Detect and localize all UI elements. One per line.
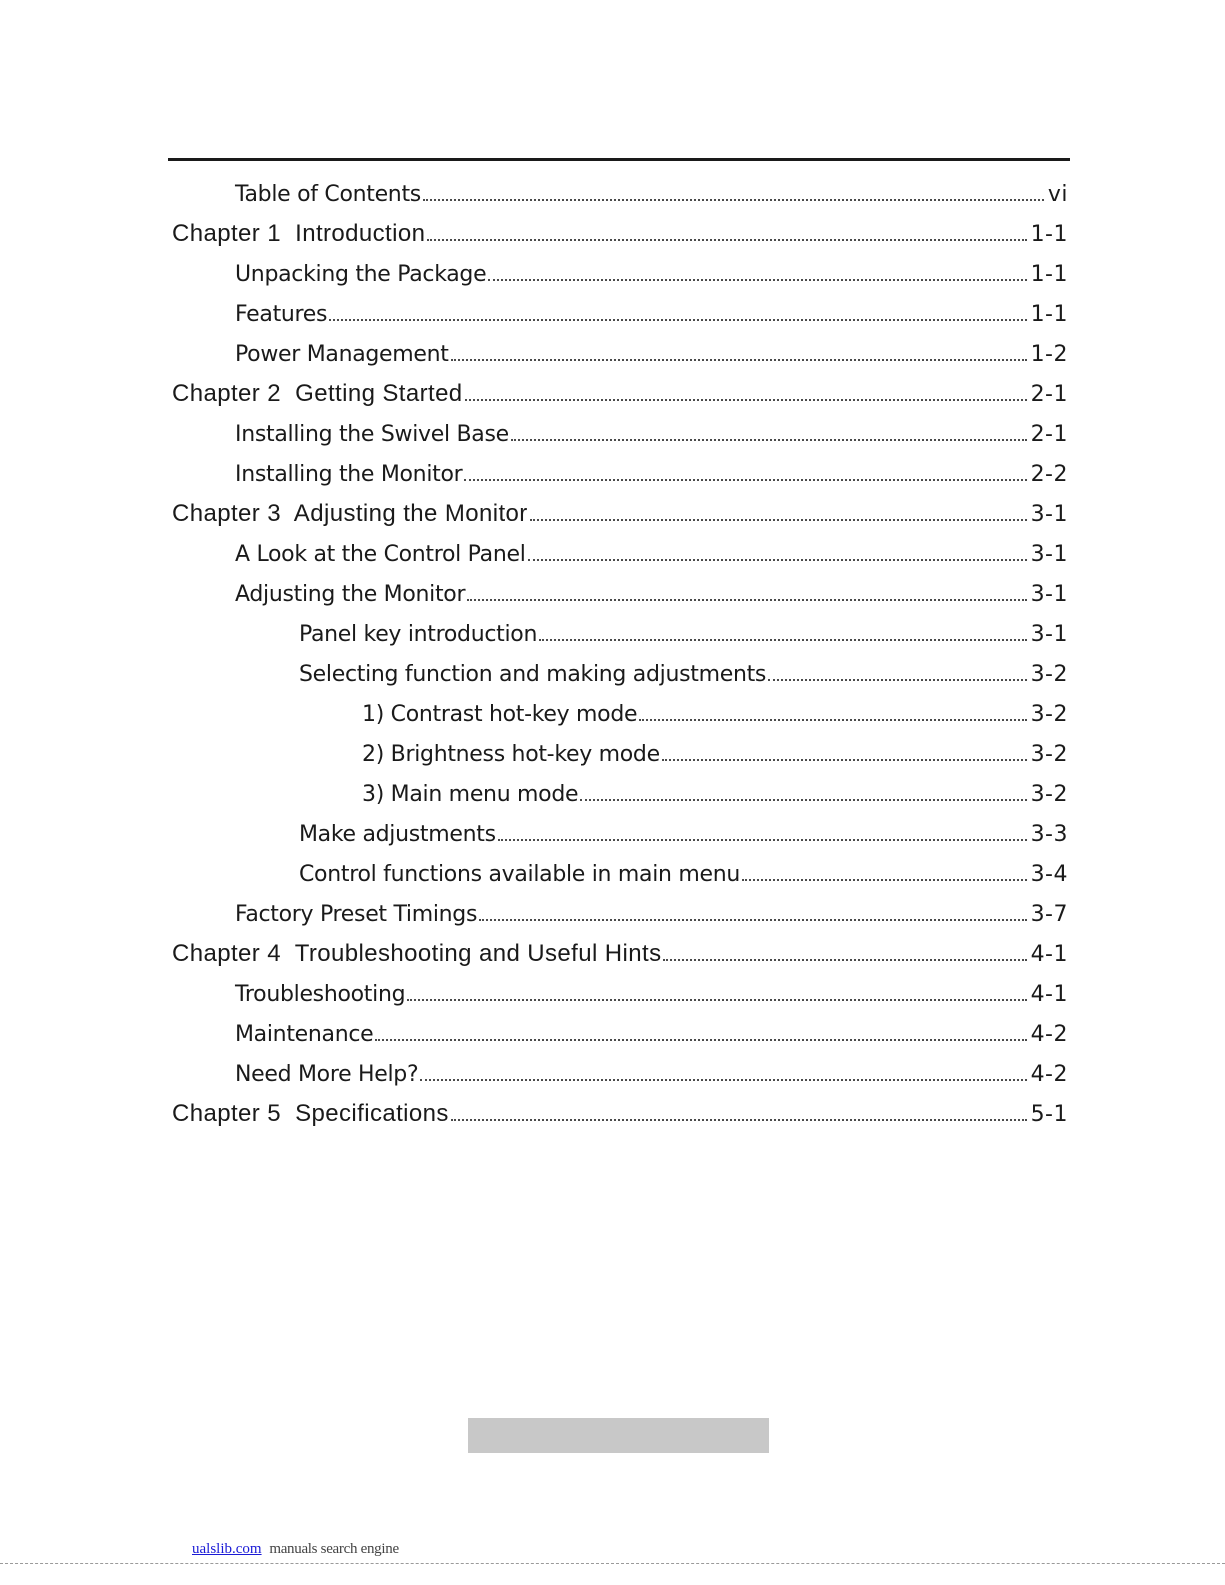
- toc-entry-title: A Look at the Control Panel: [235, 542, 526, 567]
- toc-entry-page-number: 1-1: [1030, 262, 1068, 287]
- toc-entry-title: Maintenance: [235, 1022, 374, 1047]
- footer-dashed-rule: [0, 1563, 1225, 1564]
- toc-entry-title: Installing the Swivel Base: [235, 422, 509, 447]
- toc-dot-leader: [528, 559, 1027, 561]
- page-number-placeholder: [468, 1418, 769, 1453]
- toc-chapter-entry[interactable]: [172, 926, 1068, 966]
- toc-entry[interactable]: [235, 166, 1068, 206]
- toc-entry-page-number: 3-7: [1030, 902, 1068, 927]
- toc-chapter-entry[interactable]: [172, 1086, 1068, 1126]
- toc-entry-page-number: 4-1: [1030, 982, 1068, 1007]
- toc-chapter-entry[interactable]: [172, 366, 1068, 406]
- toc-chapter-entry[interactable]: [172, 206, 1068, 246]
- toc-dot-leader: [465, 399, 1027, 401]
- toc-entry-title: Troubleshooting: [235, 982, 406, 1007]
- toc-entry-title: 3) Main menu mode: [362, 782, 579, 807]
- toc-entry[interactable]: [235, 966, 1068, 1006]
- toc-dot-leader: [420, 1079, 1026, 1081]
- toc-dot-leader: [423, 199, 1044, 201]
- toc-entry[interactable]: [362, 686, 1068, 726]
- toc-entry[interactable]: [362, 766, 1068, 806]
- toc-dot-leader: [375, 1039, 1026, 1041]
- toc-entry-page-number: 3-2: [1030, 782, 1068, 807]
- toc-dot-leader: [742, 879, 1027, 881]
- toc-dot-leader: [427, 239, 1026, 241]
- toc-dot-leader: [511, 439, 1027, 441]
- toc-dot-leader: [662, 759, 1027, 761]
- footer: [128, 1541, 399, 1558]
- toc-entry-page-number: 3-1: [1030, 582, 1068, 607]
- toc-entry-page-number: 4-1: [1030, 942, 1068, 967]
- toc-entry[interactable]: [235, 246, 1068, 286]
- toc-dot-leader: [464, 479, 1026, 481]
- toc-entry[interactable]: [235, 406, 1068, 446]
- toc-entry-title: Unpacking the Package: [235, 262, 487, 287]
- toc-entry-title: Chapter 1 Introduction: [172, 220, 426, 247]
- toc-entry-page-number: 3-2: [1030, 702, 1068, 727]
- toc-entry-page-number: 3-1: [1030, 542, 1068, 567]
- toc-entry-title: Chapter 3 Adjusting the Monitor: [172, 500, 528, 527]
- toc-dot-leader: [539, 639, 1026, 641]
- toc-entry-title: Factory Preset Timings: [235, 902, 478, 927]
- toc-entry-title: Need More Help?: [235, 1062, 419, 1087]
- toc-entry-page-number: vi: [1047, 182, 1068, 207]
- toc-dot-leader: [530, 519, 1027, 521]
- toc-entry-page-number: 3-4: [1030, 862, 1068, 887]
- toc-entry-title: Selecting function and making adjustments: [299, 662, 767, 687]
- toc-dot-leader: [639, 719, 1026, 721]
- toc-entry-page-number: 2-2: [1030, 462, 1068, 487]
- toc-entry-title: Chapter 5 Specifications: [172, 1100, 449, 1127]
- toc-dot-leader: [329, 319, 1026, 321]
- toc-entry-page-number: 3-1: [1030, 622, 1068, 647]
- toc-entry-title: Chapter 2 Getting Started: [172, 380, 463, 407]
- toc-entry[interactable]: [235, 886, 1068, 926]
- toc-entry-title: Features: [235, 302, 328, 327]
- footer-tagline: manuals search engine: [269, 1541, 399, 1557]
- toc-dot-leader: [768, 679, 1026, 681]
- toc-entry[interactable]: [299, 806, 1068, 846]
- toc-entry-title: 1) Contrast hot-key mode: [362, 702, 638, 727]
- toc-dot-leader: [407, 999, 1026, 1001]
- toc-entry[interactable]: [235, 286, 1068, 326]
- toc-entry[interactable]: [235, 526, 1068, 566]
- toc-entry[interactable]: [235, 446, 1068, 486]
- toc-entry-page-number: 2-1: [1030, 382, 1068, 407]
- toc-entry[interactable]: [362, 726, 1068, 766]
- toc-entry-title: Chapter 4 Troubleshooting and Useful Hints: [172, 940, 662, 967]
- toc-entry-page-number: 3-1: [1030, 502, 1068, 527]
- toc-dot-leader: [488, 279, 1026, 281]
- toc-entry-page-number: 3-3: [1030, 822, 1068, 847]
- toc-entry-title: Power Management: [235, 342, 449, 367]
- toc-entry[interactable]: [235, 566, 1068, 606]
- toc-entry[interactable]: [235, 1046, 1068, 1086]
- footer-brand-link[interactable]: ualslib.com: [192, 1541, 262, 1557]
- toc-entry-title: Control functions available in main menu: [299, 862, 740, 887]
- toc-entry-page-number: 3-2: [1030, 742, 1068, 767]
- toc-entry-title: 2) Brightness hot-key mode: [362, 742, 660, 767]
- toc-entry-page-number: 4-2: [1030, 1062, 1068, 1087]
- toc-entry-page-number: 1-1: [1030, 222, 1068, 247]
- toc-entry[interactable]: [235, 1006, 1068, 1046]
- toc-entry[interactable]: [299, 646, 1068, 686]
- toc-dot-leader: [451, 1119, 1027, 1121]
- toc-entry[interactable]: [235, 326, 1068, 366]
- toc-entry-title: Installing the Monitor: [235, 462, 463, 487]
- toc-entry[interactable]: [299, 606, 1068, 646]
- toc-dot-leader: [580, 799, 1026, 801]
- toc-entry[interactable]: [299, 846, 1068, 886]
- toc-entry-title: Make adjustments: [299, 822, 496, 847]
- toc-entry-page-number: 5-1: [1030, 1102, 1068, 1127]
- toc-entry-title: Adjusting the Monitor: [235, 582, 466, 607]
- toc-entry-page-number: 1-1: [1030, 302, 1068, 327]
- toc-entry-title: Table of Contents: [235, 182, 421, 207]
- toc-entry-page-number: 4-2: [1030, 1022, 1068, 1047]
- toc-dot-leader: [467, 599, 1026, 601]
- toc-dot-leader: [498, 839, 1027, 841]
- toc-dot-leader: [451, 359, 1027, 361]
- toc-entry-page-number: 1-2: [1030, 342, 1068, 367]
- toc-chapter-entry[interactable]: [172, 486, 1068, 526]
- toc-entry-page-number: 3-2: [1030, 662, 1068, 687]
- toc-dot-leader: [663, 959, 1026, 961]
- toc-dot-leader: [479, 919, 1026, 921]
- toc-entry-page-number: 2-1: [1030, 422, 1068, 447]
- top-horizontal-rule: [168, 158, 1070, 161]
- toc-entry-title: Panel key introduction: [299, 622, 538, 647]
